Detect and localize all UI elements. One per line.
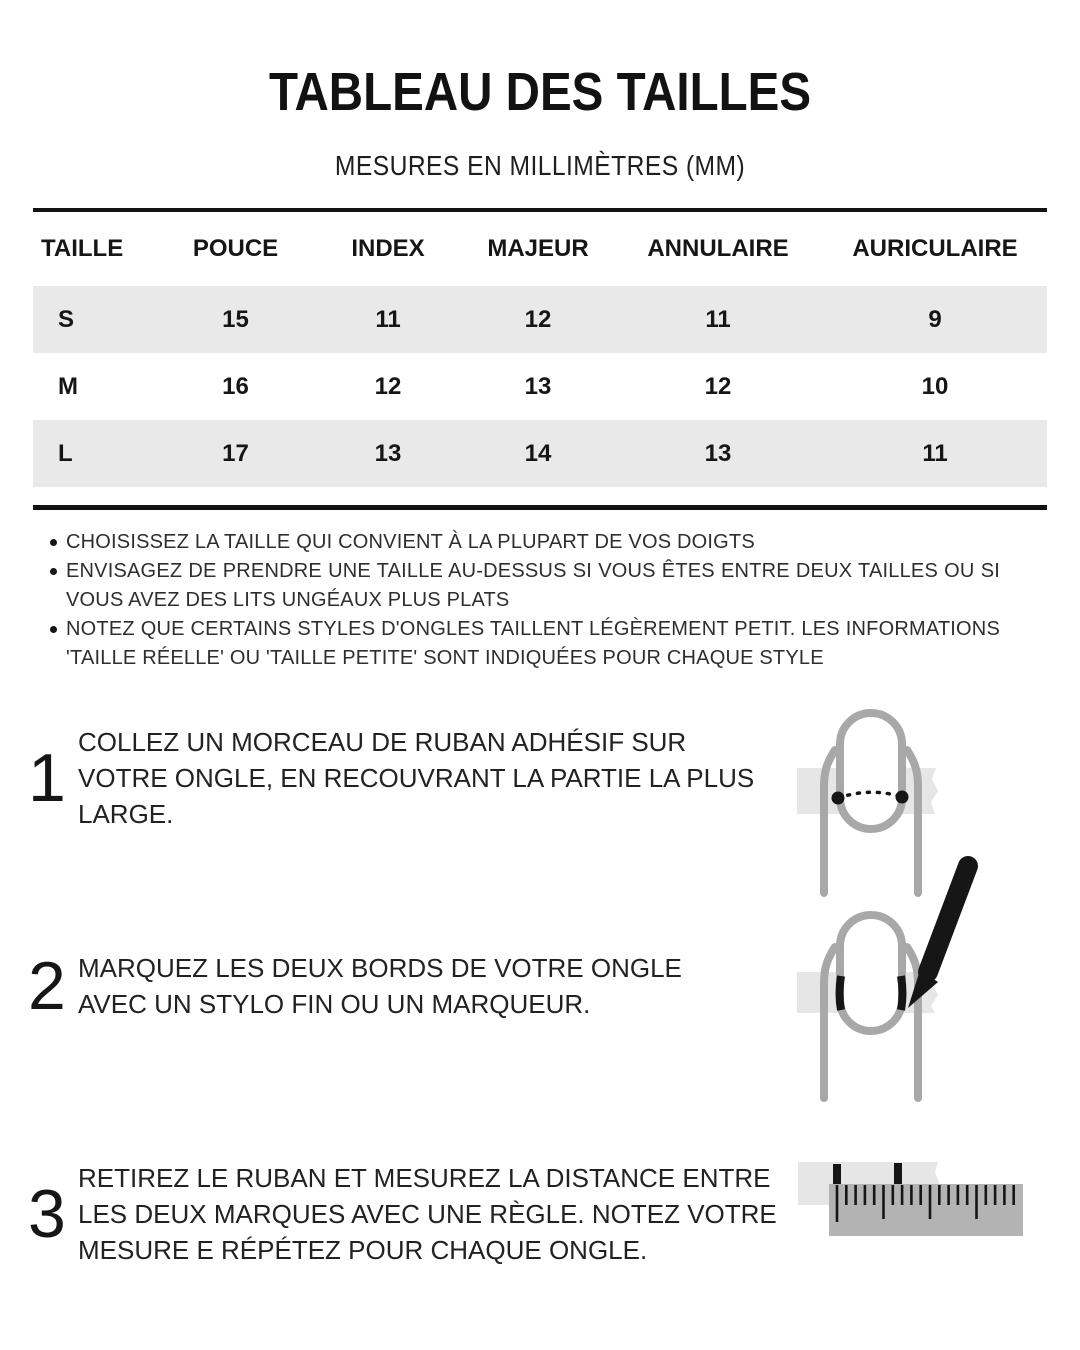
size-label-s: S — [58, 305, 75, 333]
cell-l-pouce: 17 — [222, 439, 249, 467]
cell-m-pouce: 16 — [222, 372, 249, 400]
page-title: TABLEAU DES TAILLES — [268, 62, 812, 122]
nail-edge-mark-icon — [840, 976, 842, 1010]
table-row-size-s — [33, 286, 1047, 353]
cell-m-majeur: 13 — [524, 372, 552, 400]
step-1-text: COLLEZ UN MORCEAU DE RUBAN ADHÉSIF SUR VOTRE ONGLE, EN RECOUVRANT LA PARTIE LA PLUS LARGE. — [78, 727, 755, 829]
nail-icon — [840, 915, 902, 1031]
column-header-index: INDEX — [351, 235, 425, 262]
step-2-text: MARQUEZ LES DEUX BORDS DE VOTRE ONGLE AVEC UN STYLO FIN OU UN MARQUEUR. — [78, 953, 682, 1019]
tape-ruler-illustration — [780, 1150, 1040, 1250]
bullet-dot — [50, 539, 57, 546]
cell-l-auriculaire: 11 — [922, 439, 948, 467]
note-item — [50, 615, 1000, 673]
bullet-dot — [50, 626, 57, 633]
table-header-row — [33, 212, 1047, 286]
page-subtitle: MESURES EN MILLIMÈTRES (MM) — [334, 150, 746, 181]
cell-m-annulaire: 12 — [704, 372, 732, 400]
size-label-l: L — [58, 439, 73, 467]
column-header-auriculaire: AURICULAIRE — [852, 235, 1018, 262]
step-3 — [28, 1160, 798, 1268]
note-item — [50, 528, 1000, 557]
cell-s-majeur: 12 — [524, 305, 552, 333]
size-table — [33, 208, 1047, 510]
column-header-annulaire: ANNULAIRE — [647, 235, 789, 262]
step-3-number: 3 — [28, 1176, 66, 1252]
cell-s-index: 11 — [375, 305, 401, 333]
measure-dot-icon — [896, 791, 909, 804]
finger-outline-icon — [824, 947, 835, 1098]
cell-m-index: 12 — [374, 372, 402, 400]
cell-l-majeur: 14 — [524, 439, 552, 467]
column-header-taille: TAILLE — [41, 235, 124, 262]
bullet-dot — [50, 568, 57, 575]
size-table-grid — [33, 212, 1047, 487]
cell-s-annulaire: 11 — [705, 305, 731, 333]
step-2-number: 2 — [28, 948, 66, 1024]
step-3-text: RETIREZ LE RUBAN ET MESUREZ LA DISTANCE ENTRE LES DEUX MARQUES AVEC UNE RÈGLE. NOTEZ VOTRE MESURE E RÉPÉTEZ POUR CHAQUE ONGLE. — [78, 1163, 777, 1265]
step-1-number: 1 — [28, 740, 66, 816]
cell-l-annulaire: 13 — [704, 439, 732, 467]
nail-icon — [840, 713, 902, 829]
finger-outline-icon — [907, 947, 918, 1098]
note-text: CHOISISSEZ LA TAILLE QUI CONVIENT À LA PLUPART DE VOS DOIGTS — [66, 531, 755, 553]
table-row-size-m — [33, 353, 1047, 420]
nail-edge-mark-icon — [901, 976, 903, 1010]
notes-list — [50, 528, 1000, 673]
note-item — [50, 557, 1000, 615]
note-text: NOTEZ QUE CERTAINS STYLES D'ONGLES TAILLENT LÉGÈREMENT PETIT. LES INFORMATIONS 'TAILLE RÉELLE' OU 'TAILLE PETITE' SONT INDIQUÉES POUR CHAQUE STYLE — [66, 618, 1000, 669]
column-header-pouce: POUCE — [192, 235, 279, 262]
step-2 — [28, 950, 718, 1022]
finger-pen-marks-illustration — [770, 840, 1030, 1110]
pen-icon — [928, 866, 968, 972]
column-header-majeur: MAJEUR — [487, 235, 589, 262]
cell-m-auriculaire: 10 — [921, 372, 949, 400]
cell-s-auriculaire: 9 — [928, 305, 942, 333]
table-row-size-l — [33, 420, 1047, 487]
cell-l-index: 13 — [374, 439, 402, 467]
measure-dot-icon — [832, 792, 845, 805]
size-label-m: M — [58, 372, 78, 400]
note-text: ENVISAGEZ DE PRENDRE UNE TAILLE AU-DESSUS SI VOUS ÊTES ENTRE DEUX TAILLES OU SI VOUS AVEZ DES LITS UNGÉAUX PLUS PLATS — [66, 560, 1000, 611]
step-1 — [28, 727, 778, 829]
cell-s-pouce: 15 — [222, 305, 249, 333]
